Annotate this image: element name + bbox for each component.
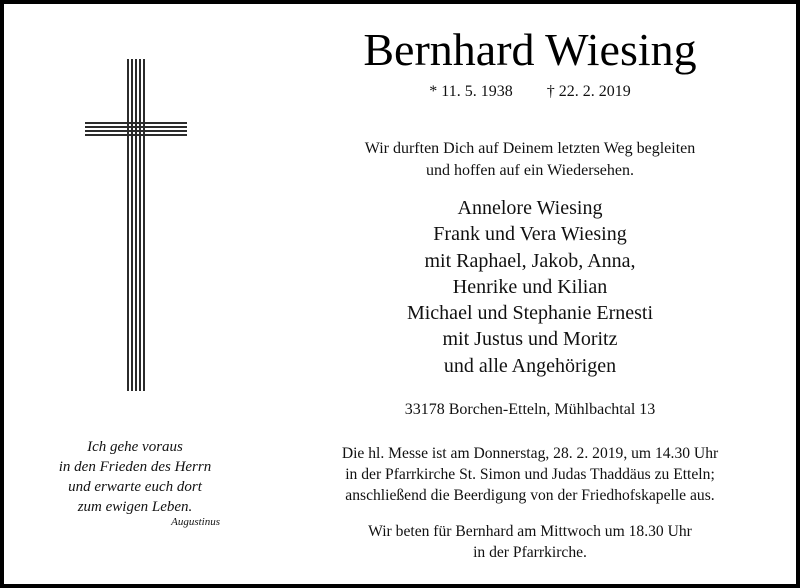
mourner-line: Henrike und Kilian	[452, 275, 608, 298]
mourner-line: mit Raphael, Jakob, Anna,	[424, 249, 636, 272]
death-date: † 22. 2. 2019	[546, 83, 631, 100]
mourner-line: und alle Angehörigen	[443, 354, 617, 377]
birth-date: * 11. 5. 1938	[429, 83, 513, 100]
intro-line: Wir durften Dich auf Deinem letzten Weg begleiten	[364, 140, 696, 157]
life-dates	[320, 82, 740, 102]
cross-icon	[85, 59, 187, 391]
prayer-line: Wir beten für Bernhard am Mittwoch um 18.30 Uhr	[368, 523, 692, 540]
deceased-name: Bernhard Wiesing	[363, 24, 697, 75]
mass-line: anschließend die Beerdigung von der Friedhofskapelle aus.	[345, 487, 715, 504]
mass-line: in der Pfarrkirche St. Simon und Judas Thaddäus zu Etteln;	[345, 466, 715, 483]
quote-line: in den Frieden des Herrn	[58, 459, 212, 475]
prayer-announcement	[320, 521, 740, 563]
quote-attribution: Augustinus	[171, 516, 220, 528]
mourners-list	[320, 195, 740, 379]
mass-line: Die hl. Messe ist am Donnerstag, 28. 2. 2019, um 14.30 Uhr	[341, 445, 719, 462]
mourner-line: mit Justus und Moritz	[442, 328, 618, 351]
quote	[40, 437, 230, 517]
mass-announcement	[300, 443, 760, 506]
prayer-line: in der Pfarrkirche.	[473, 544, 587, 561]
quote-line: und erwarte euch dort	[68, 479, 202, 495]
address: 33178 Borchen-Etteln, Mühlbachtal 13	[404, 401, 656, 418]
intro-text	[320, 138, 740, 182]
mourner-line: Frank und Vera Wiesing	[433, 223, 627, 246]
intro-line: und hoffen auf ein Wiedersehen.	[425, 162, 635, 179]
mourner-line: Michael und Stephanie Ernesti	[406, 302, 654, 325]
quote-line: Ich gehe voraus	[87, 439, 183, 455]
quote-line: zum ewigen Leben.	[77, 499, 193, 515]
mourner-line: Annelore Wiesing	[457, 197, 603, 219]
